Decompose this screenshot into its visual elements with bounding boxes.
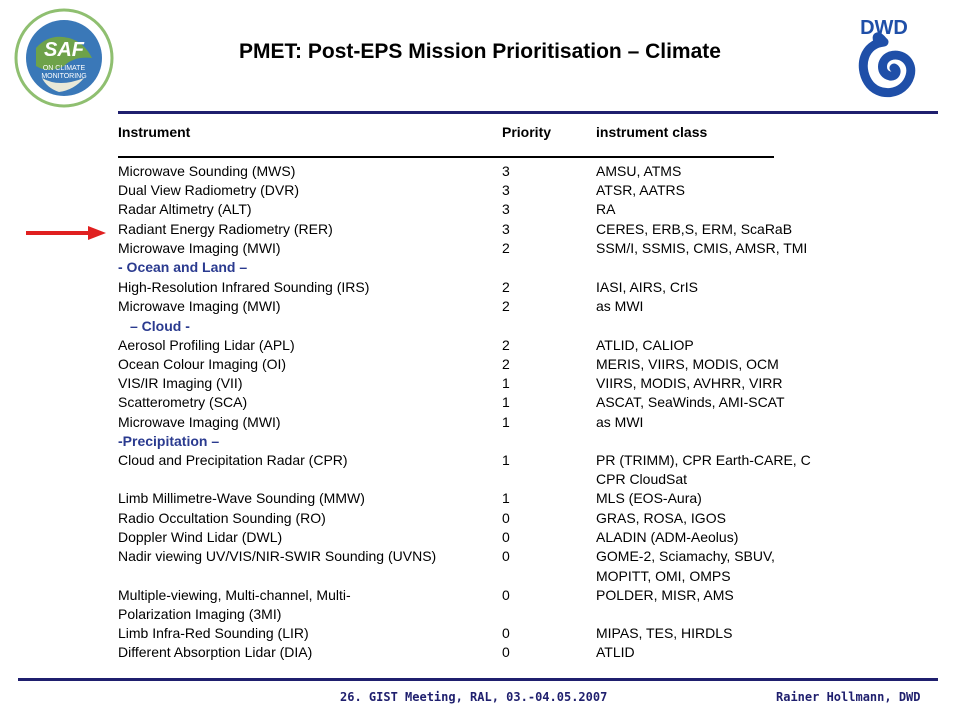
section-heading-precipitation: -Precipitation –	[118, 433, 220, 449]
table-row-instrument: Nadir viewing UV/VIS/NIR-SWIR Sounding (UVNS)	[118, 548, 437, 564]
table-row-class: MERIS, VIIRS, MODIS, OCM	[596, 356, 779, 372]
table-row-class: GOME-2, Sciamachy, SBUV,	[596, 548, 775, 564]
table-row-class: PR (TRIMM), CPR Earth-CARE, C	[596, 452, 811, 468]
table-row-class: IASI, AIRS, CrIS	[596, 279, 698, 295]
table-row-class: as MWI	[596, 298, 644, 314]
table-row-class: ATLID, CALIOP	[596, 337, 694, 353]
table-row-class: SSM/I, SSMIS, CMIS, AMSR, TMI	[596, 240, 808, 256]
section-heading-ocean-land: - Ocean and Land –	[118, 259, 248, 275]
table-row-class: VIIRS, MODIS, AVHRR, VIRR	[596, 375, 783, 391]
footer-author: Rainer Hollmann, DWD	[776, 690, 921, 704]
table-row-priority: 0	[502, 510, 510, 526]
table-row-priority: 3	[502, 182, 510, 198]
table-row-instrument: Radar Altimetry (ALT)	[118, 201, 252, 217]
table-row-priority: 2	[502, 298, 510, 314]
svg-text:SAF: SAF	[44, 39, 84, 61]
column-header-class: instrument class	[596, 124, 708, 140]
table-row-class: GRAS, ROSA, IGOS	[596, 510, 726, 526]
table-row-priority: 2	[502, 240, 510, 256]
table-row-class: MLS (EOS-Aura)	[596, 490, 702, 506]
table-row-instrument: Doppler Wind Lidar (DWL)	[118, 529, 283, 545]
table-row-class: RA	[596, 201, 616, 217]
table-row-instrument: Microwave Imaging (MWI)	[118, 298, 281, 314]
table-row-class: AMSU, ATMS	[596, 163, 682, 179]
table-row-class: as MWI	[596, 414, 644, 430]
table-row-instrument: Microwave Sounding (MWS)	[118, 163, 296, 179]
page-title: PMET: Post-EPS Mission Prioritisation – Climate	[239, 40, 721, 63]
title-divider	[118, 111, 938, 114]
table-row-class: ATLID	[596, 644, 635, 660]
table-row-instrument: Limb Infra-Red Sounding (LIR)	[118, 625, 309, 641]
table-row-class: ALADIN (ADM-Aeolus)	[596, 529, 739, 545]
table-row-priority: 0	[502, 548, 510, 564]
table-row-instrument: Aerosol Profiling Lidar (APL)	[118, 337, 295, 353]
table-row-priority: 2	[502, 279, 510, 295]
svg-text:MONITORING: MONITORING	[41, 73, 87, 80]
table-row-instrument: Scatterometry (SCA)	[118, 394, 248, 410]
table-row-instrument: Microwave Imaging (MWI)	[118, 240, 281, 256]
table-row-class: ASCAT, SeaWinds, AMI-SCAT	[596, 394, 785, 410]
table-row-priority: 1	[502, 414, 510, 430]
table-row-instrument: VIS/IR Imaging (VII)	[118, 375, 243, 391]
column-header-instrument: Instrument	[118, 124, 191, 140]
footer-meeting: 26. GIST Meeting, RAL, 03.-04.05.2007	[340, 690, 608, 704]
table-row-priority: 3	[502, 163, 510, 179]
table-row-priority: 0	[502, 587, 510, 603]
table-row-instrument: Microwave Imaging (MWI)	[118, 414, 281, 430]
column-header-priority: Priority	[502, 124, 552, 140]
table-row-priority: 3	[502, 201, 510, 217]
table-row-priority: 0	[502, 625, 510, 641]
header-underline	[118, 156, 774, 158]
red-arrow-icon	[26, 225, 106, 241]
table-row-priority: 3	[502, 221, 510, 237]
table-row-class-continuation: CPR CloudSat	[596, 471, 688, 487]
table-row-instrument: Radio Occultation Sounding (RO)	[118, 510, 326, 526]
table-row-instrument: Multiple-viewing, Multi-channel, Multi-	[118, 587, 351, 603]
table-row-priority: 2	[502, 356, 510, 372]
table-row-priority: 1	[502, 490, 510, 506]
table-row-class: ATSR, AATRS	[596, 182, 685, 198]
footer-divider	[18, 678, 938, 681]
table-row-priority: 0	[502, 529, 510, 545]
table-row-priority: 2	[502, 337, 510, 353]
table-row-class: CERES, ERB,S, ERM, ScaRaB	[596, 221, 793, 237]
table-row-instrument: Dual View Radiometry (DVR)	[118, 182, 300, 198]
table-row-instrument: High-Resolution Infrared Sounding (IRS)	[118, 279, 370, 295]
table-row-class: POLDER, MISR, AMS	[596, 587, 734, 603]
table-row-instrument: Ocean Colour Imaging (OI)	[118, 356, 287, 372]
table-row-priority: 1	[502, 375, 510, 391]
table-row-instrument: Cloud and Precipitation Radar (CPR)	[118, 452, 348, 468]
table-row-priority: 1	[502, 452, 510, 468]
section-heading-cloud: – Cloud -	[130, 318, 190, 334]
svg-text:DWD: DWD	[860, 17, 908, 39]
table-row-instrument: Radiant Energy Radiometry (RER)	[118, 221, 333, 237]
table-row-priority: 0	[502, 644, 510, 660]
svg-text:ON CLIMATE: ON CLIMATE	[42, 65, 86, 72]
table-row-instrument: Limb Millimetre-Wave Sounding (MMW)	[118, 490, 365, 506]
table-row-class-continuation: MOPITT, OMI, OMPS	[596, 568, 731, 584]
table-row-class: MIPAS, TES, HIRDLS	[596, 625, 733, 641]
table-row-priority: 1	[502, 394, 510, 410]
table-row-instrument: Different Absorption Lidar (DIA)	[118, 644, 313, 660]
table-row-instrument-continuation: Polarization Imaging (3MI)	[118, 606, 282, 622]
